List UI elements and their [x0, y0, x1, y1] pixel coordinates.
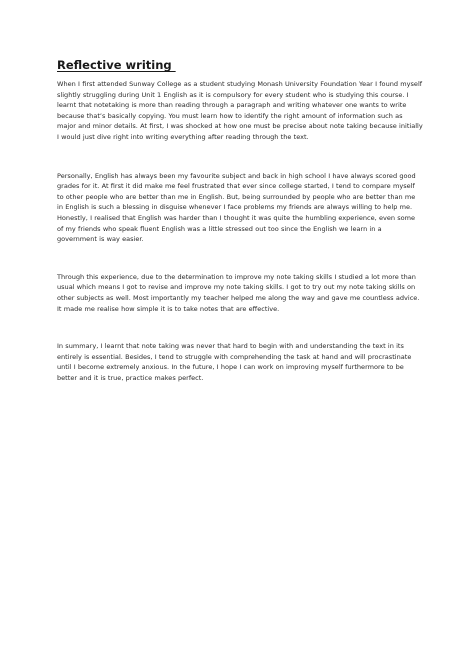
paragraph-intro: When I first attended Sunway College as a student studying Monash University Foundation Year I found myself slightly struggling during Unit 1 English as it is compulsory for every student who is studying this course. I learnt that notetaking is more than reading through a paragraph and writing whatever one wants to write because that’s basically copying. You must learn how to identify the right amount of information such as major and minor details. At first, I was shocked at how one must be precise about note taking because initially I would just dive right into writing everything after reading through the text. [57, 80, 423, 141]
paragraph-personal: Personally, English has always been my favourite subject and back in high school I have always scored good grades for it. At first it did make me feel frustrated that ever since college started, I tend to compare myself to other people who are better than me in English. But, being surrounded by people who are better than me in English is such a blessing in disguise whenever I face problems my friends are always willing to help me. Honestly, I realised that English was harder than I thought it was quite the humbling experience, even some of my friends who speak fluent English was a little stressed out too since the English we learn in a government is way easier. [57, 171, 416, 244]
paragraph-summary: In summary, I learnt that note taking was never that hard to begin with and understanding the text in its entirely is essential. Besides, I tend to struggle with comprehending the task at hand and will procrastinate until I become extremely anxious. In the future, I hope I can work on improving myself furthermore to be better and it is true, practice makes perfect. [57, 342, 412, 382]
paragraph-spacer [57, 314, 423, 341]
paragraph-experience: Through this experience, due to the determination to improve my note taking skills I studied a lot more than usual which means I got to revise and improve my note taking skills. I got to try out my note taking skills on other subjects as well. Most importantly my teacher helped me along the way and gave me countless advice. It made me realise how simple it is to take notes that are effective. [57, 272, 420, 313]
paragraph-spacer [57, 143, 423, 171]
document-title: Reflective writing [57, 58, 176, 72]
document-content [57, 58, 423, 383]
paragraph-spacer [57, 245, 423, 272]
